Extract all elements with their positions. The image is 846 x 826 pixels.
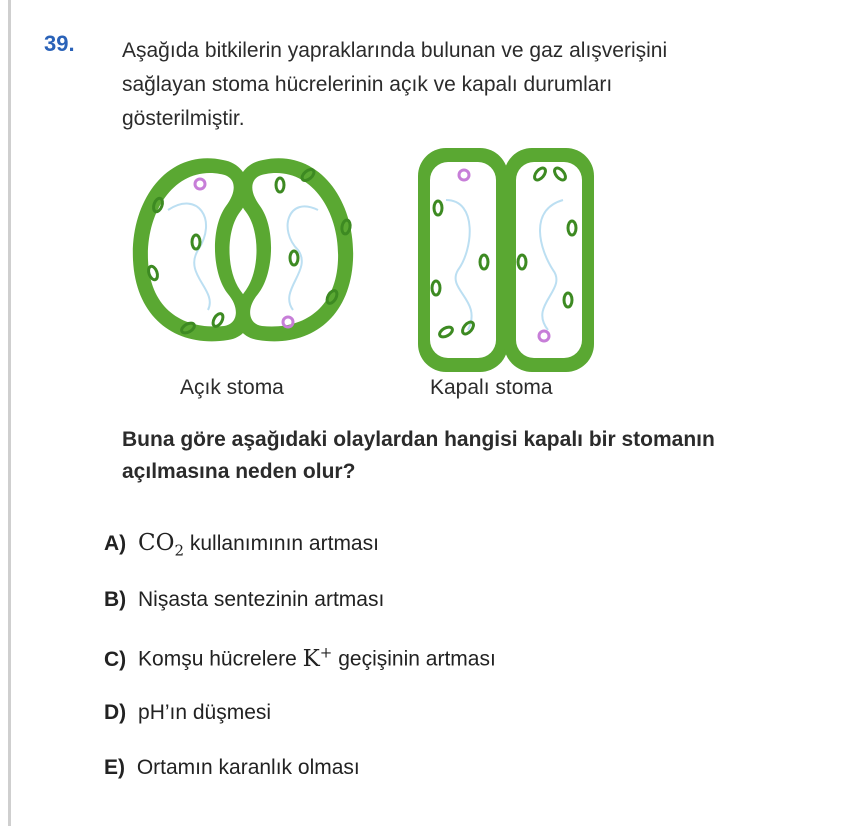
prompt-line: Buna göre aşağıdaki olaylardan hangisi kapalı bir stomanın [122, 428, 715, 451]
option-e-text: Ortamın karanlık olması [136, 756, 360, 779]
option-e[interactable] [104, 756, 360, 780]
option-a-text: kullanımının artması [189, 532, 379, 555]
option-c-formula: K+ [302, 643, 333, 672]
stem-line: sağlayan stoma hücrelerinin açık ve kapalı durumları [122, 73, 613, 96]
open-stoma-illustration [133, 158, 353, 341]
stoma-figure [128, 140, 608, 375]
option-letter: D) [104, 701, 127, 724]
question-prompt [122, 424, 822, 488]
option-c-text-before: Komşu hücrelere [138, 647, 297, 671]
stem-line: Aşağıda bitkilerin yapraklarında bulunan ve gaz alışverişini [122, 39, 668, 62]
stem-line: gösterilmiştir. [122, 107, 245, 130]
option-c[interactable] [104, 643, 496, 672]
option-c-text-after: geçişinin artması [338, 647, 496, 671]
option-b-text: Nişasta sentezinin artması [138, 588, 385, 611]
option-letter: E) [104, 756, 125, 779]
option-letter: B) [104, 588, 127, 611]
option-d-text: pH’ın düşmesi [138, 701, 272, 724]
closed-stoma-caption: Kapalı stoma [430, 376, 553, 399]
option-a[interactable] [104, 530, 379, 560]
option-d[interactable] [104, 701, 271, 725]
option-b[interactable] [104, 588, 384, 612]
prompt-line: açılmasına neden olur? [122, 460, 356, 483]
closed-stoma-illustration [418, 148, 594, 372]
question-stem [122, 34, 802, 136]
question-number: 39. [44, 31, 75, 56]
open-stoma-caption: Açık stoma [180, 376, 284, 399]
option-a-formula: $CO_2$ [138, 530, 185, 560]
option-letter: A) [104, 532, 127, 555]
left-margin-rule [8, 0, 11, 826]
option-letter: C) [104, 647, 127, 671]
